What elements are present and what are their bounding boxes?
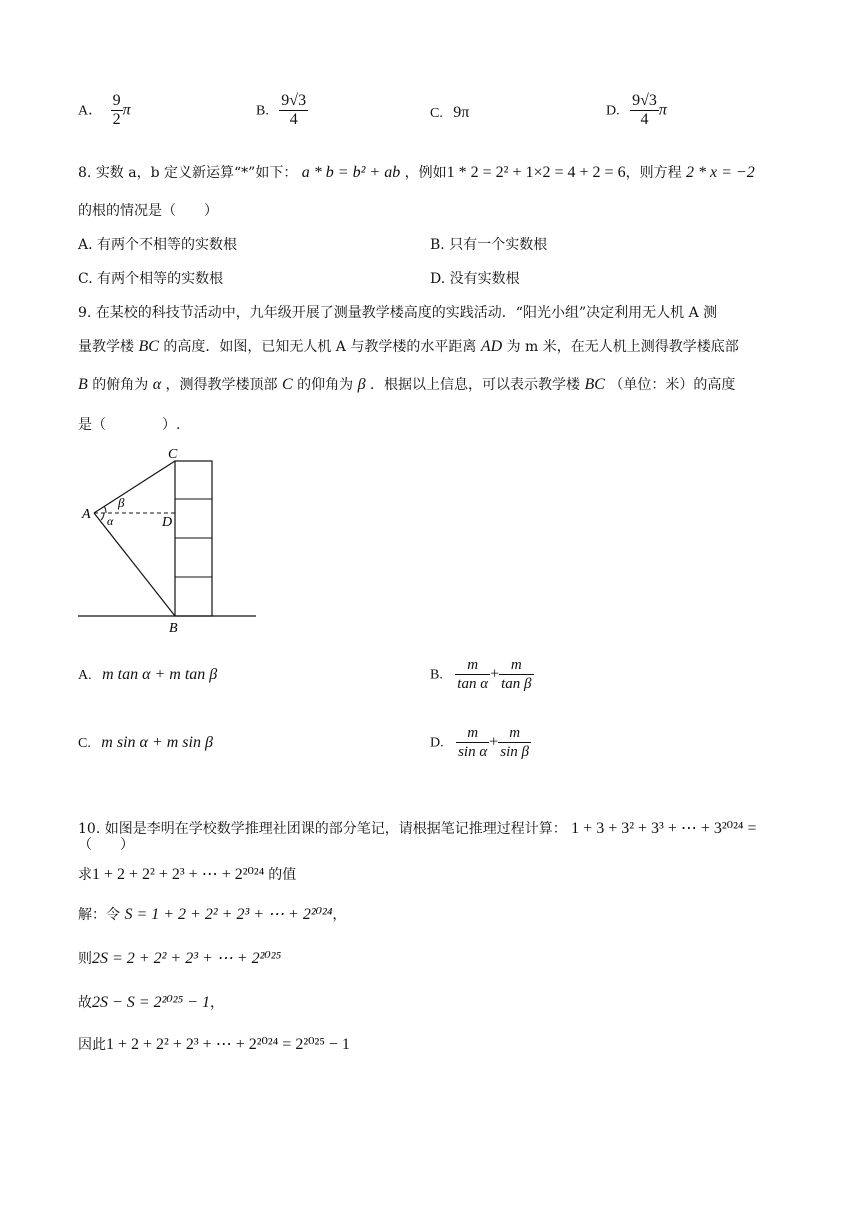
label-beta: β: [118, 495, 125, 510]
q8-stem-line2: 的根的情况是（ ）: [78, 203, 218, 219]
label-c: C: [168, 447, 178, 462]
fraction: $\frac{m}{\text{sin β}}$: [500, 725, 529, 760]
q9-stem-line2: 量教学楼 BC 的高度．如图，已知无人机 A 与教学楼的水平距离 AD 为 m 米，在无人机上测得教学楼底部: [78, 338, 739, 355]
q9-figure: [70, 440, 270, 640]
label-d: D: [162, 515, 173, 530]
option-label: A．: [78, 103, 103, 119]
fraction: $\frac{m}{\text{sin α}}$: [458, 725, 488, 760]
note-line-1: 求1 + 2 + 2² + 2³ + ⋯ + 2²⁰²⁴ 的值: [78, 866, 297, 883]
fraction: $\frac{9√3}{4}$: [632, 92, 657, 128]
note-line-5: 因此1 + 2 + 2² + 2³ + ⋯ + 2²⁰²⁴ = 2²⁰²⁵ − 1: [78, 1036, 350, 1053]
line-ac: [94, 461, 175, 513]
q9-option-d[interactable]: D. $\frac{m}{\text{sin α}}$ + $\frac{m}{\text{sin β}}$: [430, 725, 529, 760]
q8-option-c[interactable]: C. 有两个相等的实数根: [78, 271, 224, 287]
q9-stem-line1: 9. 在某校的科技节活动中，九年级开展了测量教学楼高度的实践活动．“阳光小组”决定利用无人机 A 测: [78, 305, 718, 321]
q8-stem-line1: 8. 实数 a，b 定义新运算“*”如下： a * b = b² + ab ，例如1 * 2 = 2² + 1×2 = 4 + 2 = 6，则方程 2 * x = −2: [78, 164, 755, 181]
q8-option-a[interactable]: A. 有两个不相等的实数根: [78, 237, 238, 253]
fraction: $\frac{9√3}{4}$: [281, 92, 307, 128]
q8-option-b[interactable]: B. 只有一个实数根: [430, 237, 548, 253]
note-line-4: 故2S − S = 2²⁰²⁵ − 1，: [78, 994, 224, 1011]
q9-stem-line4: 是（ ）.: [78, 417, 181, 433]
q7-option-a[interactable]: A． $\frac{9}{2}$ π: [78, 92, 131, 128]
note-line-2: 解：令 S = 1 + 2 + 2² + 2³ + ⋯ + 2²⁰²⁴，: [78, 906, 347, 923]
q9-option-c[interactable]: C. m sin α + m sin β: [78, 734, 213, 751]
label-b: B: [169, 621, 178, 636]
note-line-3: 则2S = 2 + 2² + 2³ + ⋯ + 2²⁰²⁵: [78, 950, 282, 967]
label-alpha: α: [107, 514, 114, 528]
q7-option-d[interactable]: D. $\frac{9√3}{4}$ π: [606, 92, 667, 128]
q9-option-a[interactable]: A. m tan α + m tan β: [78, 666, 218, 683]
q7-option-c[interactable]: C. 9π: [430, 104, 470, 121]
q7-option-b[interactable]: B. $\frac{9√3}{4}$: [256, 92, 307, 128]
q10-stem-line1: 10. 如图是李明在学校数学推理社团课的部分笔记，请根据笔记推理过程计算： 1 + 3 + 3² + 3³ + ⋯ + 3²⁰²⁴ =: [78, 820, 757, 837]
angle-beta-arc: [104, 506, 106, 513]
label-a: A: [82, 507, 91, 522]
q9-option-b[interactable]: B. $\frac{m}{\text{tan α}}$ + $\frac{m}{\text{tan β}}$: [430, 657, 532, 692]
q10-stem-line2: （ ）: [78, 837, 134, 853]
fraction: $\frac{9}{2}$: [112, 92, 121, 128]
angle-alpha-arc: [101, 513, 104, 520]
fraction: $\frac{m}{\text{tan β}}$: [501, 657, 532, 692]
fraction: $\frac{m}{\text{tan α}}$: [457, 657, 489, 692]
q9-stem-line3: B 的俯角为 α ，测得教学楼顶部 C 的仰角为 β ．根据以上信息，可以表示教学楼 BC （单位：米）的高度: [78, 376, 736, 393]
q8-option-d[interactable]: D. 没有实数根: [430, 271, 520, 287]
